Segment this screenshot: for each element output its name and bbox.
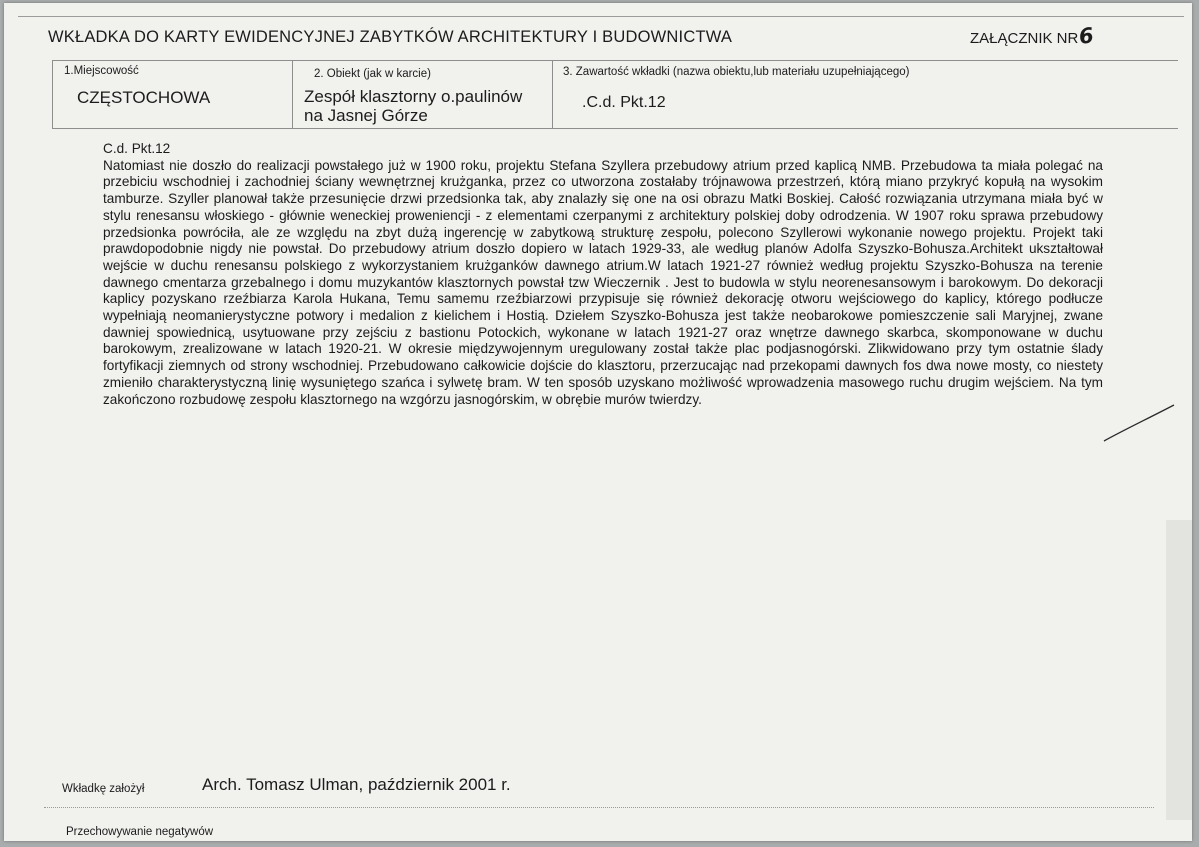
created-by-value: Arch. Tomasz Ulman, październik 2001 r. — [202, 775, 511, 794]
field-divider-1 — [292, 60, 293, 128]
content-value: .C.d. Pkt.12 — [582, 94, 666, 111]
body-paragraph: Natomiast nie doszło do realizacji powstałego już w 1900 roku, projektu Stefana Szyllera przebudowy atrium przed kaplicą NMB. Przebudowa ta miała polegać na przebiciu wschodniej i zachodniej ściany wewnętrznej krużganka, przez co utworzona zostałaby trójnawowa przestrzeń, którą miano przykryć kopułą na wysokim tamburze. Szyller planował także przesunięcie drzwi przedsionka tak, aby znalazły się one na osi obrazu Matki Boskiej. Całość rozwiązania utrzymana miała być w stylu renesansu włoskiego - głównie weneckiej proweniencji - z elementami czerpanymi z architektury polskiej doby odrodzenia. W 1907 roku sprawa przebudowy przedsionka powróciła, ale ze względu na zbyt dużą ingerencję w zabytkową strukturę zespołu, polecono Szyllerowi wykonanie nowego projektu. Projekt taki prawdopodobnie nigdy nie powstał. Do przebudowy atrium doszło dopiero w latach 1929-33, ale według planów Adolfa Szyszko-Bohusza.Architekt ukształtował wejście w duchu renesansu polskiego z wykorzystaniem krużganków dawnego atrium.W latach 1921-27 również według projektu Szyszko-Bohusza na terenie dawnego cmentarza grzebalnego i domu muzykantów klasztornych powstał tzw Wieczernik . Jest to budowla w stylu neorenesansowym i barokowym. Do dekoracji kaplicy pozyskano rzeźbiarza Karola Hukana, Temu samemu rzeźbiarzowi przypisuje się również dekorację otworu wejściowego do kaplicy, którego podłucze wypełniają neomanierystyczne potwory i medalion z kielichem i Hostią. Dziełem Szyszko-Bohusza jest także neobarokowe pomieszczenie sali Maryjnej, zwane dawniej spowiednicą, usytuowane przy zejściu z bastionu Potockich, wykonane w latach 1921-27 oraz wnętrze dawnego skarbca, skomponowane w duchu barokowym, zrealizowane w latach 1920-21. W okresie międzywojennym uregulowany został także plac podjasnogórski. Zlikwidowano przy tym ostatnie ślady fortyfikacji ziemnych od strony wschodniej. Przebudowano całkowicie dojście do klasztoru, przerzucając nad przekopami dawnych fos dwa nowe mosty, co niestety zmieniło charakterystyczną linię wysuniętego szańca i sylwetę bram. W ten sposób uzyskano możliwość wprowadzenia masowego ruchu drugim wejściem. Na tym zakończono rozbudowę zespołu klasztornego na wzgórzu jasnogórskim, w obrębie murów twierdzy. — [103, 157, 1103, 407]
field-row-bottom-rule — [52, 128, 1178, 129]
annex-label-text: ZAŁĄCZNIK NR — [970, 30, 1079, 47]
field-divider-left — [52, 60, 53, 128]
object-value-line1: Zespół klasztorny o.paulinów — [304, 87, 523, 106]
locality-label: 1.Miejscowość — [64, 65, 139, 77]
form-title: WKŁADKA DO KARTY EWIDENCYJNEJ ZABYTKÓW ARCHITEKTURY I BUDOWNICTWA — [48, 28, 733, 46]
annex-label — [970, 24, 1094, 48]
field-divider-2 — [552, 60, 553, 128]
negatives-label: Przechowywanie negatywów — [66, 826, 214, 838]
record-sheet — [4, 3, 1192, 841]
object-label: 2. Obiekt (jak w karcie) — [314, 68, 431, 80]
field-row-top-rule — [52, 60, 1178, 61]
top-border — [18, 16, 1184, 17]
body-text — [103, 141, 1103, 408]
footer-dotted-rule — [44, 807, 1154, 808]
locality-value: CZĘSTOCHOWA — [77, 88, 211, 107]
paper-edge — [1166, 520, 1192, 820]
object-value-line2: na Jasnej Górze — [304, 106, 428, 125]
annex-number: 6 — [1077, 23, 1096, 49]
content-label: 3. Zawartość wkładki (nazwa obiektu,lub materiału uzupełniającego) — [563, 66, 910, 78]
pen-mark-icon — [1102, 401, 1178, 445]
body-heading: C.d. Pkt.12 — [103, 141, 171, 156]
created-by-label: Wkładkę założył — [62, 783, 145, 795]
